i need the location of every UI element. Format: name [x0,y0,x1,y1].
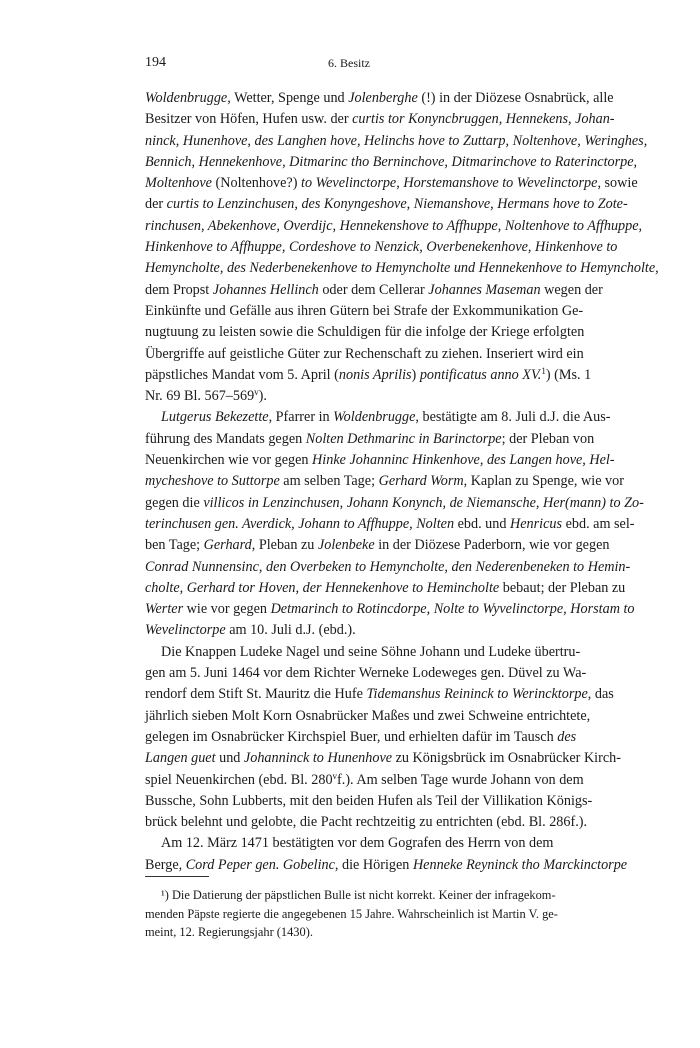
text-line: Einkünfte und Gefälle aus ihren Gütern bei Strafe der Exkommunikation Ge- [145,302,584,319]
text-line: Bussche, Sohn Lubberts, mit den beiden Hufen als Teil der Villikation Königs- [145,792,593,809]
text-line: brück belehnt und gelobte, die Pacht rechtzeitig zu entrichten (ebd. Bl. 286f.). [145,814,588,831]
text-line: führung des Mandats gegen Nolten Dethmarinc in Barinctorpe; der Pleban von [145,430,595,447]
body-text [145,88,659,876]
text-line: Werter wie vor gegen Detmarinch to Rotincdorpe, Nolte to Wyvelinctorpe, Horstam to [145,601,635,618]
text-line: mycheshove to Suttorpe am selben Tage; Gerhard Worm, Kaplan zu Spenge, wie vor [145,473,624,490]
text-line: Hinkenhove to Affhuppe, Cordeshove to Nenzick, Overbenekenhove, Hinkenhove to [145,239,618,256]
text-line: gen am 5. Juni 1464 vor dem Richter Werneke Lodeweges gen. Düvel zu Wa- [145,665,587,682]
text-line: rendorf dem Stift St. Mauritz die Hufe Tidemanshus Reininck to Werincktorpe, das [145,686,614,703]
text-line: Conrad Nunnensinc, den Overbeken to Hemyncholte, den Nederenbeneken to Hemin- [145,558,631,575]
text-line: Am 12. März 1471 bestätigten vor dem Gografen des Herrn von dem [161,835,554,852]
page-header [145,55,553,75]
text-line: gegen die villicos in Lenzinchusen, Johann Konynch, de Niemansche, Her(mann) to Zo- [145,494,644,511]
text-line: Neuenkirchen wie vor gegen Hinke Johanninc Hinkenhove, des Langen hove, Hel- [145,452,615,469]
footnote-rule [145,876,209,877]
text-line: terinchusen gen. Averdick, Johann to Affhuppe, Nolten ebd. und Henricus ebd. am sel- [145,515,635,532]
text-line: der curtis to Lenzinchusen, des Konyngeshove, Niemanshove, Hermans hove to Zote- [145,196,628,213]
text-line: Bennich, Hennekenhove, Ditmarinc tho Berninchove, Ditmarinchove to Raterinctorpe, [145,153,638,170]
text-line: Nr. 69 Bl. 567–569$^v$). [145,387,267,405]
text-line: nugtuung zu leisten sowie die Schuldigen für die infolge der Kriege erfolgten [145,324,585,341]
text-line: Langen guet und Johanninck to Hunenhove zu Königsbrück im Osnabrücker Kirch- [145,750,621,767]
running-head: 6. Besitz [328,56,370,70]
text-line: Übergriffe auf geistliche Güter zur Rechenschaft zu ziehen. Inseriert wird ein [145,345,584,362]
text-line: Berge, Cord Peper gen. Gobelinc, die Hörigen Henneke Reyninck tho Marckinctorpe [145,856,628,873]
text-line: cholte, Gerhard tor Hoven, der Hennekenhove to Hemincholte bebaut; der Pleban zu [145,579,626,596]
footnote-line: menden Päpste regierte die angegebenen 15 Jahre. Wahrscheinlich ist Martin V. ge- [145,906,558,921]
text-line: Die Knappen Ludeke Nagel und seine Söhne Johann und Ludeke übertru- [161,643,581,660]
text-line: spiel Neuenkirchen (ebd. Bl. 280$^v$f.). Am selben Tage wurde Johann von dem [145,770,584,788]
text-line: rinchusen, Abekenhove, Overdijc, Hennekenshove to Affhuppe, Noltenhove to Affhuppe, [145,217,643,234]
footnote-line: meint, 12. Regierungsjahr (1430). [145,925,313,939]
text-line: Hemyncholte, des Nederbenekenhove to Hemyncholte und Hennekenhove to Hemyncholte, [145,260,659,277]
footnote-line: ¹) Die Datierung der päpstlichen Bulle ist nicht korrekt. Keiner der infragekom- [161,888,556,902]
text-line: dem Propst Johannes Hellinch oder dem Cellerar Johannes Maseman wegen der [145,281,603,298]
text-line: Moltenhove (Noltenhove?) to Wevelinctorpe, Horstemanshove to Wevelinctorpe, sowie [145,175,638,192]
text-line: gelegen im Osnabrücker Kirchspiel Buer, und erhielten dafür im Tausch des [145,728,577,745]
text-line: ben Tage; Gerhard, Pleban zu Jolenbeke in der Diözese Paderborn, wie vor gegen [145,537,610,554]
page-number: 194 [145,55,166,70]
text-line: Lutgerus Bekezette, Pfarrer in Woldenbrugge, bestätigte am 8. Juli d.J. die Aus- [161,409,611,426]
text-line: Woldenbrugge, Wetter, Spenge und Jolenberghe (!) in der Diözese Osnabrück, alle [145,90,614,106]
text-line: jährlich sieben Molt Korn Osnabrücker Maßes und zwei Schweine entrichtete, [145,707,591,724]
text-line: Wevelinctorpe am 10. Juli d.J. (ebd.). [145,622,356,639]
footnote [145,886,558,942]
text-line: ninck, Hunenhove, des Langhen hove, Helinchs hove to Zuttarp, Noltenhove, Weringhes, [145,132,648,149]
text-line: päpstliches Mandat vom 5. April (nonis Aprilis) pontificatus anno XV.$^1$) (Ms. 1 [145,365,592,383]
text-line: Besitzer von Höfen, Hufen usw. der curtis tor Konyncbruggen, Hennekens, Johan- [145,111,615,128]
